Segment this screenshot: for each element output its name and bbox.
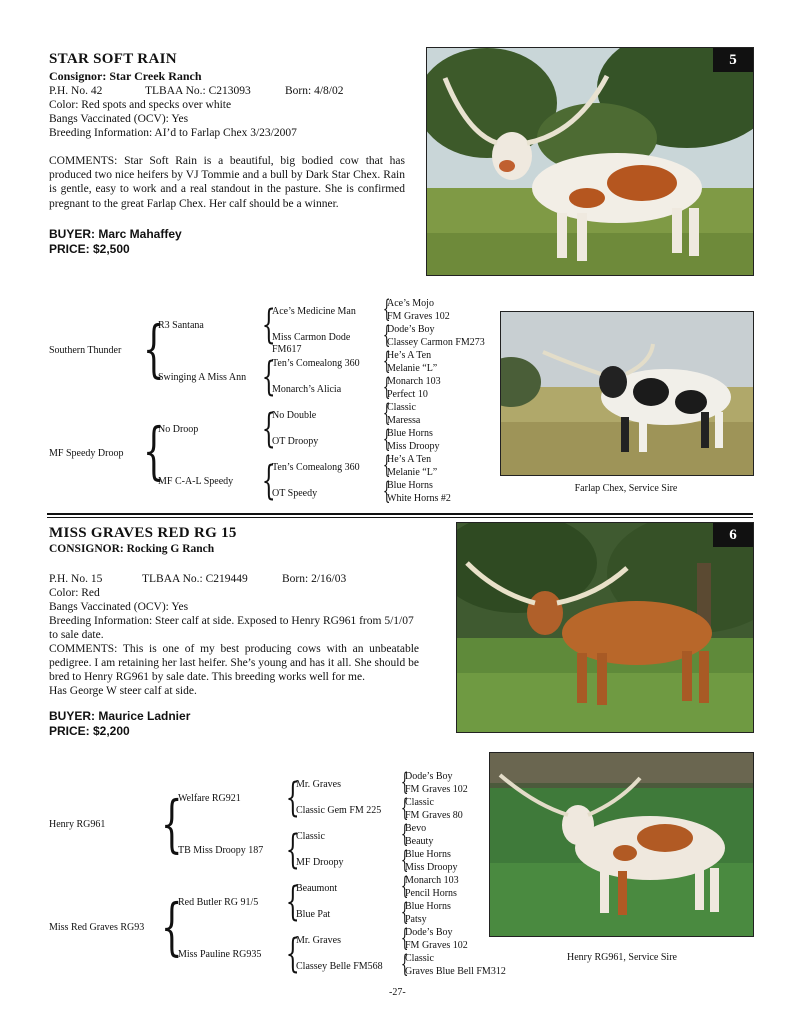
born-date: Born: 4/8/02 [285, 85, 344, 97]
ped-g4-name: Monarch 103 [387, 376, 441, 387]
ped-sdd: MF Droopy [296, 857, 344, 868]
divider [47, 513, 753, 515]
breeding-info-line2: to sale date. [49, 629, 104, 641]
price: PRICE: $2,500 [49, 242, 130, 256]
lot-title: MISS GRAVES RED RG 15 [49, 525, 237, 541]
brace: { [400, 872, 409, 900]
ped-g4-name: Patsy [405, 914, 427, 925]
ped-g4-name: Monarch 103 [405, 875, 459, 886]
ped-sire: Southern Thunder [49, 345, 122, 356]
lot-title: STAR SOFT RAIN [49, 51, 177, 67]
brace: { [261, 458, 276, 504]
ped-g4-name: Ace’s Mojo [387, 298, 434, 309]
ped-sss: Mr. Graves [296, 779, 341, 790]
ped-ds: No Droop [158, 424, 199, 435]
ped-g4-name: Classic [405, 953, 434, 964]
brace: { [400, 768, 409, 796]
ped-g4-name: Dode’s Boy [405, 771, 453, 782]
lot-number-badge: 6 [713, 523, 753, 547]
ped-g4-name: Maressa [387, 415, 421, 426]
ped-dd: MF C-A-L Speedy [158, 476, 234, 487]
brace: { [400, 950, 409, 978]
ped-g4-name: Classey Carmon FM273 [387, 337, 485, 348]
brace: { [285, 827, 300, 873]
brace: { [382, 373, 391, 401]
ped-g4-name: Blue Horns [405, 849, 451, 860]
brace: { [261, 406, 276, 452]
breeding-info: Breeding Information: AI’d to Farlap Chex 3/23/2007 [49, 127, 297, 139]
ped-g4-name: Classic [405, 797, 434, 808]
ped-g4-name: Dode’s Boy [405, 927, 453, 938]
ped-sire: Henry RG961 [49, 819, 106, 830]
ped-ds: Red Butler RG 91/5 [178, 897, 259, 908]
brace: { [400, 846, 409, 874]
ped-dsd: OT Droopy [272, 436, 319, 447]
brace: { [382, 477, 391, 505]
cow-photo [426, 47, 754, 276]
ped-g4-name: Miss Droopy [387, 441, 440, 452]
ped-dsd: Blue Pat [296, 909, 331, 920]
ped-dd: Miss Pauline RG935 [178, 949, 262, 960]
ped-sdd: Monarch’s Alicia [272, 384, 342, 395]
brace: { [142, 312, 165, 385]
service-sire-caption: Farlap Chex, Service Sire [574, 483, 678, 494]
ped-dam: Miss Red Graves RG93 [49, 922, 145, 933]
ped-dam: MF Speedy Droop [49, 448, 124, 459]
ped-g4-name: FM Graves 102 [405, 940, 468, 951]
ph-number: P.H. No. 42 [49, 85, 103, 97]
brace: { [142, 414, 165, 487]
brace: { [285, 775, 300, 821]
lot-number-badge: 5 [713, 48, 753, 72]
ped-g4-name: Pencil Horns [405, 888, 457, 899]
buyer: BUYER: Marc Mahaffey [49, 227, 182, 241]
brace: { [400, 898, 409, 926]
ped-g4-name: FM Graves 80 [405, 810, 463, 821]
divider [47, 517, 753, 518]
ped-sd: TB Miss Droopy 187 [178, 845, 264, 856]
ped-g4-name: Blue Horns [387, 480, 433, 491]
service-sire-photo [489, 752, 754, 937]
ped-g4-name: Blue Horns [387, 428, 433, 439]
brace: { [160, 890, 183, 963]
ped-sds: Classic [296, 831, 325, 842]
ped-ssd: Classic Gem FM 225 [296, 805, 382, 816]
color-info: Color: Red [49, 587, 100, 599]
ped-g4-name: Melanie “L” [387, 363, 438, 374]
price: PRICE: $2,200 [49, 724, 130, 738]
ped-ss: R3 Santana [158, 320, 204, 331]
ped-dds: Mr. Graves [296, 935, 341, 946]
ped-g4-name: Blue Horns [405, 901, 451, 912]
tlbaa-number: TLBAA No.: C213093 [145, 85, 251, 97]
ped-g4-name: FM Graves 102 [405, 784, 468, 795]
buyer: BUYER: Maurice Ladnier [49, 709, 191, 723]
ped-g4-name: Dode’s Boy [387, 324, 435, 335]
comments: COMMENTS: This is one of my best producing cows with an unbeatable pedigree. I am retaining her last heifer. She’s young and has it all. She should be bred to Henry RG961 by sale date. This breeding works well for me. [49, 643, 419, 684]
brace: { [285, 879, 300, 925]
ped-sss: Ace’s Medicine Man [272, 306, 356, 317]
breeding-info: Breeding Information: Steer calf at side. Exposed to Henry RG961 from 5/1/07 [49, 615, 414, 627]
brace: { [382, 295, 391, 323]
brace: { [400, 820, 409, 848]
ped-g4-name: Miss Droopy [405, 862, 458, 873]
ped-g4-name: White Horns #2 [387, 493, 451, 504]
service-sire-photo [500, 311, 754, 476]
brace: { [382, 425, 391, 453]
ped-ddd: Classey Belle FM568 [296, 961, 383, 972]
page-number: -27- [389, 987, 406, 998]
ped-dss: No Double [272, 410, 317, 421]
ph-number: P.H. No. 15 [49, 573, 103, 585]
ped-g4-name: Bevo [405, 823, 427, 834]
comments: COMMENTS: Star Soft Rain is a beautiful, big bodied cow that has produced two nice heifers by VJ Tommie and a bull by Dark Star Chex. Rain is gentle, easy to work and a real standout in the pasture. She is confirmed pregnant to the great Farlap Chex. Her calf should be a winner. [49, 155, 405, 210]
ped-ss: Welfare RG921 [178, 793, 241, 804]
born-date: Born: 2/16/03 [282, 573, 347, 585]
ped-g4-name: Melanie “L” [387, 467, 438, 478]
ped-ssd: Miss Carmon Dode [272, 332, 351, 343]
brace: { [382, 347, 391, 375]
ped-dss: Beaumont [296, 883, 338, 894]
comments-extra: Has George W steer calf at side. [49, 685, 197, 697]
ped-g4-name: He’s A Ten [387, 454, 432, 465]
tlbaa-number: TLBAA No.: C219449 [142, 573, 248, 585]
ped-ssd-line2: FM617 [272, 344, 302, 355]
bangs-info: Bangs Vaccinated (OCV): Yes [49, 601, 189, 613]
ped-dds: Ten’s Comealong 360 [272, 462, 360, 473]
ped-ddd: OT Speedy [272, 488, 318, 499]
ped-g4-name: Beauty [405, 836, 434, 847]
service-sire-caption: Henry RG961, Service Sire [567, 952, 677, 963]
bangs-info: Bangs Vaccinated (OCV): Yes [49, 113, 189, 125]
ped-sds: Ten’s Comealong 360 [272, 358, 360, 369]
brace: { [382, 321, 391, 349]
cow-photo [456, 522, 754, 733]
ped-g4-name: Graves Blue Bell FM312 [405, 966, 506, 977]
ped-g4-name: Perfect 10 [387, 389, 428, 400]
brace: { [382, 399, 391, 427]
ped-sd: Swinging A Miss Ann [158, 372, 247, 383]
brace: { [160, 787, 183, 860]
color-info: Color: Red spots and specks over white [49, 99, 232, 111]
consignor: Consignor: Star Creek Ranch [49, 69, 202, 83]
consignor: CONSIGNOR: Rocking G Ranch [49, 543, 215, 555]
ped-g4-name: FM Graves 102 [387, 311, 450, 322]
brace: { [382, 451, 391, 479]
ped-g4-name: Classic [387, 402, 416, 413]
brace: { [261, 302, 276, 348]
brace: { [400, 794, 409, 822]
brace: { [261, 354, 276, 400]
ped-g4-name: He’s A Ten [387, 350, 432, 361]
brace: { [400, 924, 409, 952]
brace: { [285, 931, 300, 977]
